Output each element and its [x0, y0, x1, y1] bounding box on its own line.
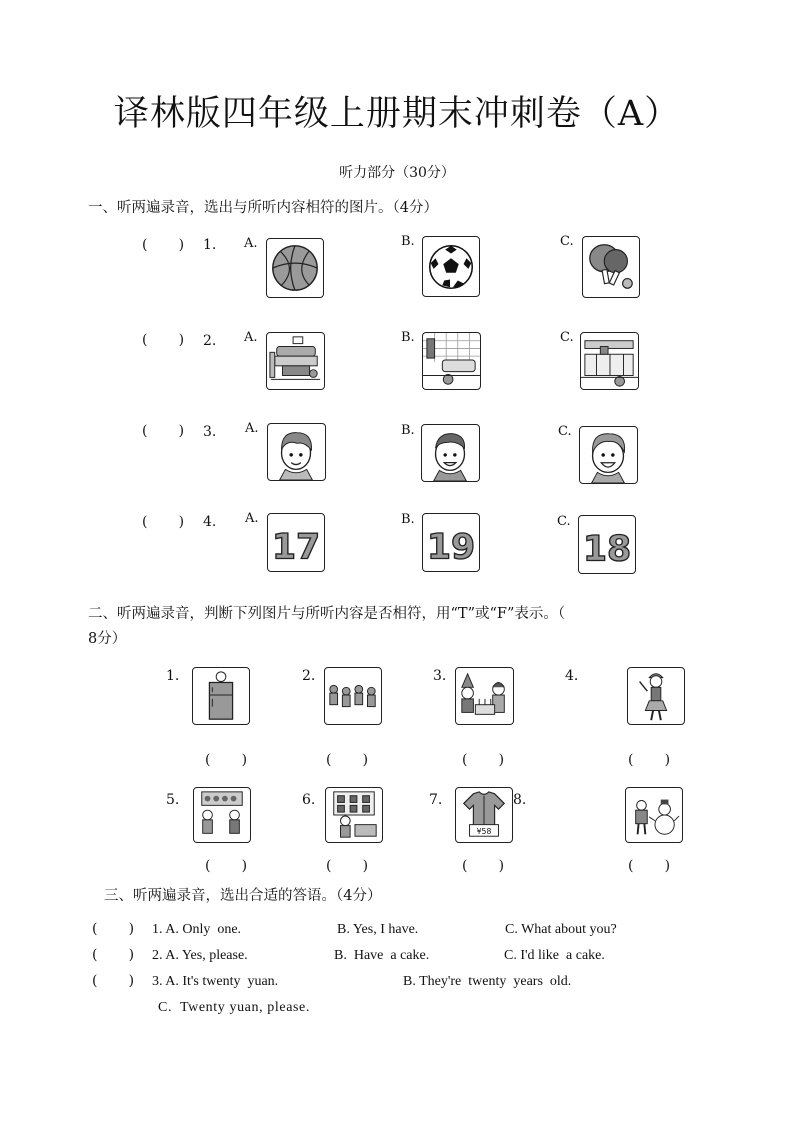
answer-blank[interactable]: ( )	[462, 752, 505, 768]
judge-picture[interactable]	[192, 667, 250, 725]
option-picture[interactable]	[578, 515, 636, 574]
number-card-19	[423, 514, 479, 571]
judge-picture[interactable]	[324, 667, 382, 725]
card-number: 19	[426, 527, 476, 568]
living-room-icon	[267, 333, 324, 389]
answer-blank[interactable]: ( )	[92, 921, 135, 937]
item-number: 8.	[513, 792, 527, 808]
option-label: C.	[560, 234, 574, 249]
option-picture[interactable]	[422, 236, 480, 297]
basketball-icon	[267, 239, 323, 297]
option-picture[interactable]	[266, 238, 324, 298]
option-label: B.	[401, 330, 415, 345]
answer-blank[interactable]: ( )	[205, 858, 248, 874]
item-number: 3.	[433, 668, 447, 684]
answer-blank[interactable]: ( )	[142, 423, 185, 439]
option-label: A.	[244, 330, 258, 345]
choice-c: C. Twenty yuan, please.	[158, 1000, 310, 1015]
kitchen-icon	[581, 333, 638, 389]
answer-blank[interactable]: ( )	[462, 858, 505, 874]
option-label: B.	[401, 234, 415, 249]
snowman-icon	[626, 788, 682, 842]
question-number: 4.	[203, 514, 217, 530]
birthday-party-icon	[456, 668, 513, 724]
answer-blank[interactable]: ( )	[92, 973, 135, 989]
answer-blank[interactable]: ( )	[142, 514, 185, 530]
answer-blank[interactable]: ( )	[326, 752, 369, 768]
number-card-18	[579, 516, 635, 573]
option-label: B.	[401, 512, 415, 527]
shop-counter-icon	[326, 788, 382, 842]
ping-pong-icon	[583, 237, 639, 297]
option-label: B.	[401, 423, 415, 438]
price-tag: ¥58	[476, 826, 492, 836]
section2-heading: 二、听两遍录音，判断下列图片与所听内容是否相符，用“T”或“F”表示。（	[88, 606, 566, 622]
item-number: 6.	[302, 792, 316, 808]
option-label: C.	[560, 330, 574, 345]
option-picture[interactable]	[422, 513, 480, 572]
judge-picture[interactable]	[627, 667, 685, 725]
boy-face-icon	[580, 427, 637, 483]
judge-picture[interactable]	[193, 787, 251, 843]
section1-heading: 一、听两遍录音，选出与所听内容相符的图片。（4分）	[88, 200, 438, 216]
choice-b: B. Have a cake.	[334, 948, 430, 963]
option-picture[interactable]	[267, 423, 326, 481]
answer-blank[interactable]: ( )	[205, 752, 248, 768]
question-number: 1.	[203, 237, 217, 253]
judge-picture[interactable]	[455, 787, 513, 843]
item-number: 2.	[302, 668, 316, 684]
page-title: 译林版四年级上册期末冲刺卷（A）	[113, 94, 681, 134]
option-picture[interactable]	[582, 236, 640, 298]
option-picture[interactable]	[267, 513, 325, 572]
bathroom-icon	[423, 333, 480, 389]
item-number: 1.	[166, 668, 180, 684]
option-label: C.	[558, 424, 572, 439]
choice-b: B. They're twenty years old.	[403, 974, 572, 989]
boy-face-icon	[422, 425, 479, 481]
judge-picture[interactable]	[625, 787, 683, 843]
choice-a: 2. A. Yes, please.	[152, 948, 248, 963]
choice-b: B. Yes, I have.	[337, 922, 419, 937]
choice-c: C. What about you?	[505, 922, 617, 937]
option-label: A.	[245, 511, 259, 526]
question-number: 3.	[203, 424, 217, 440]
choice-c: C. I'd like a cake.	[504, 948, 605, 963]
choice-a: 1. A. Only one.	[152, 922, 242, 937]
skating-girl-icon	[628, 668, 684, 724]
boy-face-icon	[268, 424, 325, 480]
judge-picture[interactable]	[325, 787, 383, 843]
card-number: 17	[271, 527, 321, 568]
option-picture[interactable]	[266, 332, 325, 390]
shirt-icon	[456, 788, 512, 842]
answer-blank[interactable]: ( )	[628, 858, 671, 874]
children-group-icon	[325, 668, 381, 724]
answer-blank[interactable]: ( )	[326, 858, 369, 874]
fridge-icon	[193, 668, 249, 724]
section3-heading: 三、听两遍录音，选出合适的答语。（4分）	[104, 888, 382, 904]
item-number: 5.	[166, 792, 180, 808]
option-picture[interactable]	[579, 426, 638, 484]
football-icon	[423, 237, 479, 296]
judge-picture[interactable]	[455, 667, 514, 725]
answer-blank[interactable]: ( )	[142, 332, 185, 348]
answer-blank[interactable]: ( )	[142, 237, 185, 253]
item-number: 4.	[565, 668, 579, 684]
choice-a: 3. A. It's twenty yuan.	[152, 974, 279, 989]
option-label: C.	[557, 514, 571, 529]
item-number: 7.	[429, 792, 443, 808]
answer-blank[interactable]: ( )	[92, 947, 135, 963]
option-picture[interactable]	[422, 332, 481, 390]
card-number: 18	[582, 529, 632, 570]
option-picture[interactable]	[421, 424, 480, 482]
shopping-boys-icon	[194, 788, 250, 842]
number-card-17	[268, 514, 324, 571]
section2-heading-cont: 8分）	[88, 631, 127, 647]
option-label: A.	[245, 421, 259, 436]
question-number: 2.	[203, 333, 217, 349]
listening-section-subtitle: 听力部分（30分）	[339, 165, 455, 181]
option-label: A.	[244, 236, 258, 251]
answer-blank[interactable]: ( )	[628, 752, 671, 768]
option-picture[interactable]	[580, 332, 639, 390]
